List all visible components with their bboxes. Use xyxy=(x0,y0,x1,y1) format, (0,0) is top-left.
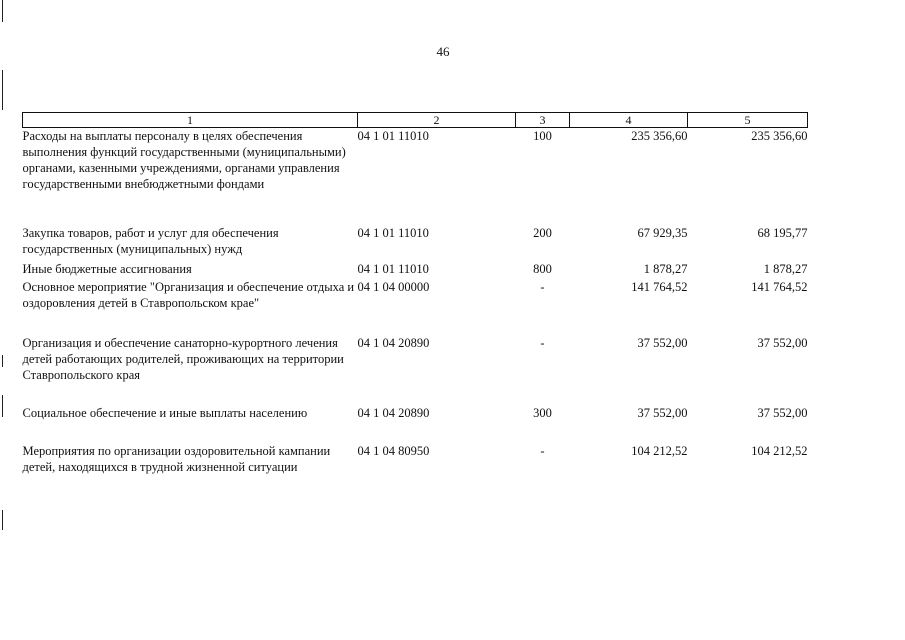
table-row xyxy=(23,128,808,225)
target-article-code: 04 1 04 00000 xyxy=(357,279,430,294)
table-row xyxy=(23,279,808,335)
amount-year-1: 67 929,35 xyxy=(637,225,688,240)
target-article-code: 04 1 01 11010 xyxy=(357,129,429,143)
scan-edge-mark xyxy=(2,355,3,367)
amount-year-2: 1 878,27 xyxy=(763,261,808,276)
amount-year-2: 37 552,00 xyxy=(757,405,808,420)
expense-name: Закупка товаров, работ и услуг для обеспечения государственных (муниципальных) нужд xyxy=(22,225,279,256)
expense-name: Организация и обеспечение санаторно-курортного лечения детей работающих родителей, проживающих на территории Ставропольского края xyxy=(22,335,344,382)
expense-name: Иные бюджетные ассигнования xyxy=(22,261,192,276)
expense-type-code: - xyxy=(540,335,545,350)
expense-type-code: 100 xyxy=(533,129,552,143)
target-article-code: 04 1 01 11010 xyxy=(357,225,429,240)
budget-table xyxy=(22,112,808,503)
expense-name: Расходы на выплаты персоналу в целях обеспечения выполнения функций государственными (муниципальными) органами, казенными учреждениями, органами управления государственными внебюджетными фондами xyxy=(22,129,346,191)
expense-name: Социальное обеспечение и иные выплаты населению xyxy=(22,405,308,420)
table-row xyxy=(23,335,808,405)
amount-year-1: 104 212,52 xyxy=(631,443,688,458)
target-article-code: 04 1 04 20890 xyxy=(357,405,430,420)
table-row xyxy=(23,225,808,261)
amount-year-1: 141 764,52 xyxy=(631,279,688,294)
amount-year-2: 37 552,00 xyxy=(757,335,808,350)
column-header-3: 3 xyxy=(516,113,570,128)
target-article-code: 04 1 01 11010 xyxy=(357,261,429,276)
column-header-5: 5 xyxy=(688,113,808,128)
column-header-2: 2 xyxy=(358,113,516,128)
expense-type-code: - xyxy=(540,279,545,294)
expense-name: Основное мероприятие "Организация и обеспечение отдыха и оздоровления детей в Ставропольском крае" xyxy=(22,279,355,310)
amount-year-2: 68 195,77 xyxy=(757,225,808,240)
table-row xyxy=(23,261,808,279)
amount-year-1: 235 356,60 xyxy=(631,129,688,143)
column-header-1: 1 xyxy=(23,113,358,128)
amount-year-2: 235 356,60 xyxy=(751,129,808,143)
expense-name: Мероприятия по организации оздоровительной кампании детей, находящихся в трудной жизненной ситуации xyxy=(22,443,331,474)
amount-year-1: 1 878,27 xyxy=(643,261,688,276)
table-row xyxy=(23,443,808,503)
scan-edge-mark xyxy=(2,510,3,530)
column-header-4: 4 xyxy=(570,113,688,128)
amount-year-2: 141 764,52 xyxy=(751,279,808,294)
scan-edge-mark xyxy=(2,70,3,110)
header-row xyxy=(23,113,808,128)
table-row xyxy=(23,405,808,443)
expense-type-code: 200 xyxy=(533,225,552,240)
amount-year-1: 37 552,00 xyxy=(637,335,688,350)
amount-year-1: 37 552,00 xyxy=(637,405,688,420)
expense-type-code: 300 xyxy=(533,405,552,420)
scan-edge-mark xyxy=(2,395,3,417)
expense-type-code: 800 xyxy=(533,261,552,276)
target-article-code: 04 1 04 80950 xyxy=(357,443,430,458)
expense-type-code: - xyxy=(540,443,545,458)
page-number: 46 xyxy=(436,44,450,59)
target-article-code: 04 1 04 20890 xyxy=(357,335,430,350)
amount-year-2: 104 212,52 xyxy=(751,443,808,458)
scan-edge-mark xyxy=(2,0,3,22)
